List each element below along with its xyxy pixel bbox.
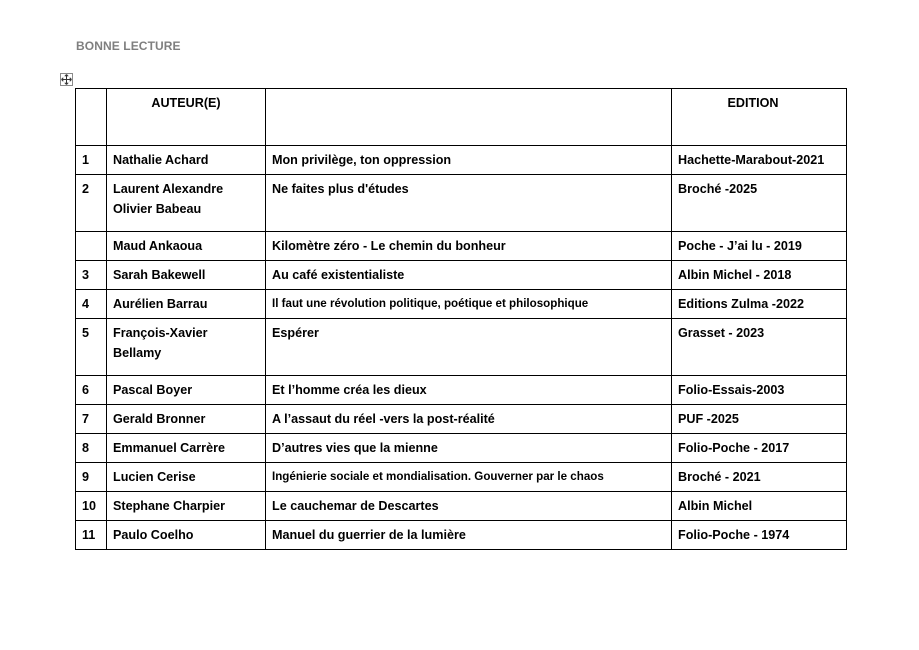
book-title-cell[interactable]: A l’assaut du réel -vers la post-réalité [266, 405, 672, 434]
table-header-row [76, 89, 847, 146]
book-title-cell[interactable]: D’autres vies que la mienne [266, 434, 672, 463]
table-row [76, 405, 847, 434]
edition-cell[interactable]: Folio-Poche - 2017 [672, 434, 847, 463]
table-row [76, 261, 847, 290]
edition-cell[interactable]: Editions Zulma -2022 [672, 290, 847, 319]
author-cell[interactable] [107, 232, 266, 261]
row-number-cell[interactable]: 11 [76, 521, 107, 550]
document-title: BONNE LECTURE [76, 39, 181, 53]
row-number-cell[interactable]: 6 [76, 376, 107, 405]
book-title-cell[interactable]: Ingénierie sociale et mondialisation. Gouverner par le chaos [266, 463, 672, 492]
author-name: Emmanuel Carrère [113, 441, 225, 455]
book-title-cell[interactable]: Espérer [266, 319, 672, 376]
header-title[interactable] [266, 89, 672, 146]
author-name: Pascal Boyer [113, 383, 193, 397]
author-name: Gerald Bronner [113, 412, 206, 426]
author-cell[interactable] [107, 290, 266, 319]
table-row [76, 290, 847, 319]
edition-cell[interactable]: Broché - 2021 [672, 463, 847, 492]
row-number-cell[interactable]: 7 [76, 405, 107, 434]
table-row [76, 376, 847, 405]
table-row [76, 521, 847, 550]
row-number-cell[interactable]: 10 [76, 492, 107, 521]
row-number-cell[interactable]: 8 [76, 434, 107, 463]
row-number-cell[interactable]: 5 [76, 319, 107, 376]
table-row [76, 146, 847, 175]
book-title-cell[interactable]: Kilomètre zéro - Le chemin du bonheur [266, 232, 672, 261]
header-num[interactable] [76, 89, 107, 146]
author-cell[interactable] [107, 175, 266, 232]
book-title-cell[interactable]: Et l’homme créa les dieux [266, 376, 672, 405]
edition-cell[interactable]: PUF -2025 [672, 405, 847, 434]
table-row [76, 319, 847, 376]
author-name: Stephane Charpier [113, 499, 225, 513]
author-name: Lucien Cerise [113, 470, 196, 484]
author-cell[interactable] [107, 405, 266, 434]
edition-cell[interactable]: Albin Michel [672, 492, 847, 521]
author-name: Olivier Babeau [113, 202, 202, 216]
header-edition[interactable]: EDITION [672, 89, 847, 146]
row-number-cell[interactable]: 3 [76, 261, 107, 290]
header-author[interactable]: AUTEUR(E) [107, 89, 266, 146]
book-title-cell[interactable]: Il faut une révolution politique, poétique et philosophique [266, 290, 672, 319]
author-cell[interactable] [107, 434, 266, 463]
author-cell[interactable] [107, 521, 266, 550]
author-cell[interactable] [107, 376, 266, 405]
author-cell[interactable] [107, 261, 266, 290]
author-name: Sarah Bakewell [113, 268, 206, 282]
table-row [76, 232, 847, 261]
author-name: Aurélien Barrau [113, 297, 208, 311]
edition-cell[interactable]: Folio-Essais-2003 [672, 376, 847, 405]
row-number-cell[interactable]: 9 [76, 463, 107, 492]
author-name: Maud Ankaoua [113, 239, 203, 253]
author-name: Nathalie Achard [113, 153, 209, 167]
row-number-cell[interactable]: 4 [76, 290, 107, 319]
row-number-cell[interactable]: 2 [76, 175, 107, 232]
books-table [75, 88, 847, 550]
edition-cell[interactable]: Folio-Poche - 1974 [672, 521, 847, 550]
table-move-icon[interactable] [60, 73, 73, 86]
author-name: Bellamy [113, 346, 162, 360]
edition-cell[interactable]: Poche - J’ai lu - 2019 [672, 232, 847, 261]
book-title-cell[interactable]: Ne faites plus d'études [266, 175, 672, 232]
edition-cell[interactable]: Grasset - 2023 [672, 319, 847, 376]
author-name: Laurent Alexandre [113, 182, 224, 196]
edition-cell[interactable]: Hachette-Marabout-2021 [672, 146, 847, 175]
author-cell[interactable] [107, 319, 266, 376]
author-name: Paulo Coelho [113, 528, 194, 542]
table-row [76, 175, 847, 232]
table-row [76, 463, 847, 492]
author-cell[interactable] [107, 463, 266, 492]
book-title-cell[interactable]: Au café existentialiste [266, 261, 672, 290]
table-row [76, 492, 847, 521]
row-number-cell[interactable] [76, 232, 107, 261]
author-cell[interactable] [107, 146, 266, 175]
book-title-cell[interactable]: Manuel du guerrier de la lumière [266, 521, 672, 550]
table-row [76, 434, 847, 463]
book-title-cell[interactable]: Le cauchemar de Descartes [266, 492, 672, 521]
edition-cell[interactable]: Albin Michel - 2018 [672, 261, 847, 290]
edition-cell[interactable]: Broché -2025 [672, 175, 847, 232]
book-title-cell[interactable]: Mon privilège, ton oppression [266, 146, 672, 175]
row-number-cell[interactable]: 1 [76, 146, 107, 175]
author-cell[interactable] [107, 492, 266, 521]
author-name: François-Xavier [113, 326, 208, 340]
